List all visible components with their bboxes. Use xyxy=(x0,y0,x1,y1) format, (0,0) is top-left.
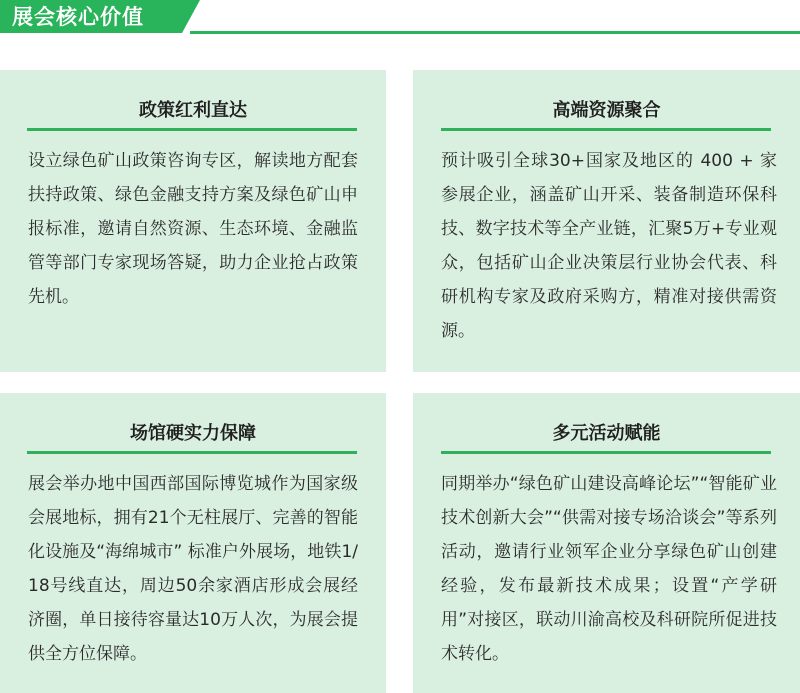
card-body-text: 预计吸引全球30+国家及地区的 400 + 家参展企业，涵盖矿山开采、装备制造环保科技、数字技术等全产业链，汇聚5万+专业观众，包括矿山企业决策层行业协会代表、科研机构专家及政府采购方，精准对接供需资源。 xyxy=(441,151,777,341)
card-title-underline xyxy=(27,451,357,454)
section-title: 展会核心价值 xyxy=(12,5,144,29)
card-title-underline xyxy=(27,128,357,131)
card-title: 高端资源聚合 xyxy=(552,100,661,121)
card-title: 多元活动赋能 xyxy=(552,423,661,444)
card-title: 政策红利直达 xyxy=(139,100,247,121)
card-body-text: 设立绿色矿山政策咨询专区，解读地方配套扶持政策、绿色金融支持方案及绿色矿山申报标准，邀请自然资源、生态环境、金融监管等部门专家现场答疑，助力企业抢占政策先机。 xyxy=(28,151,358,307)
header-divider-line xyxy=(190,31,800,34)
card-body-text: 展会举办地中国西部国际博览城作为国家级会展地标，拥有21个无柱展厅、完善的智能化设施及“海绵城市” 标准户外展场，地铁1/18号线直达，周边50余家酒店形成会展经济圈，单日接待容量达10万人次，为展会提供全方位保障。 xyxy=(28,474,358,664)
value-card-resources xyxy=(413,70,800,372)
section-header-tab xyxy=(0,0,200,33)
card-body-text: 同期举办“绿色矿山建设高峰论坛”“智能矿业技术创新大会”“供需对接专场洽谈会”等系列活动，邀请行业领军企业分享绿色矿山创建经验，发布最新技术成果；设置“产学研用”对接区，联动川渝高校及科研院所促进技术转化。 xyxy=(441,474,777,664)
value-card-venue xyxy=(0,393,386,693)
card-title-underline xyxy=(441,451,771,454)
card-title-underline xyxy=(441,128,771,131)
value-card-activities xyxy=(413,393,800,693)
value-card-policy xyxy=(0,70,386,372)
card-title: 场馆硬实力保障 xyxy=(130,423,256,444)
